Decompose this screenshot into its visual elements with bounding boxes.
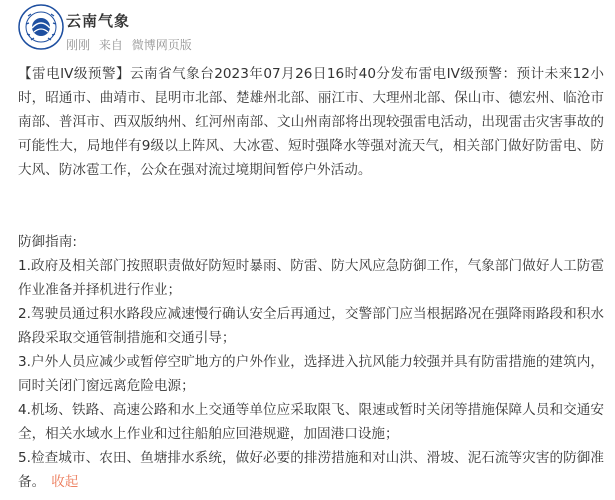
guide-item-last [18, 446, 604, 494]
guide-title: 防御指南: [18, 234, 77, 250]
guide-item-text: 5.检查城市、农田、鱼塘排水系统，做好必要的排涝措施和对山洪、滑坡、泥石流等灾害的防御准备。 [18, 450, 604, 490]
avatar[interactable] [18, 4, 64, 50]
collapse-link[interactable]: 收起 [51, 474, 79, 490]
post-time[interactable]: 刚刚 [66, 38, 91, 52]
guide-item: 4.机场、铁路、高速公路和水上交通等单位应采取限飞、限速或暂时关闭等措施保障人员和交通安全，相关水域水上作业和过往船舶应回港规避，加固港口设施； [18, 402, 604, 442]
guide-item: 1.政府及相关部门按照职责做好防短时暴雨、防雷、防大风应急防御工作，气象部门做好人工防雹作业准备并择机进行作业； [18, 258, 604, 298]
post-content [18, 62, 604, 494]
account-name[interactable]: 云南气象 [66, 12, 131, 30]
post-header [18, 0, 603, 62]
alert-paragraph: 【雷电IV级预警】云南省气象台2023年07月26日16时40分发布雷电IV级预警：预计未来12小时，昭通市、曲靖市、昆明市北部、楚雄州北部、丽江市、大理州北部、保山市、德宏州、临沧市南部、普洱市、西双版纳州、红河州南部、文山州南部将出现较强雷电活动，出现雷击灾害事故的可能性大，局地伴有9级以上阵风、大冰雹、短时强降水等强对流天气，相关部门做好防雷电、防大风、防冰雹工作，公众在强对流过境期间暂停户外活动。 [18, 66, 604, 178]
guide-item: 3.户外人员应减少或暂停空旷地方的户外作业，选择进入抗风能力较强并具有防雷措施的建筑内，同时关闭门窗远离危险电源； [18, 354, 604, 394]
guide-item: 2.驾驶员通过积水路段应减速慢行确认安全后再通过，交警部门应当根据路况在强降雨路段和积水路段采取交通管制措施和交通引导； [18, 306, 604, 346]
paragraph-spacer [18, 182, 604, 230]
meteorological-service-logo-icon [18, 4, 64, 50]
post-source[interactable]: 微博网页版 [131, 38, 192, 52]
post-meta [66, 36, 197, 53]
source-prefix: 来自 [98, 38, 123, 52]
